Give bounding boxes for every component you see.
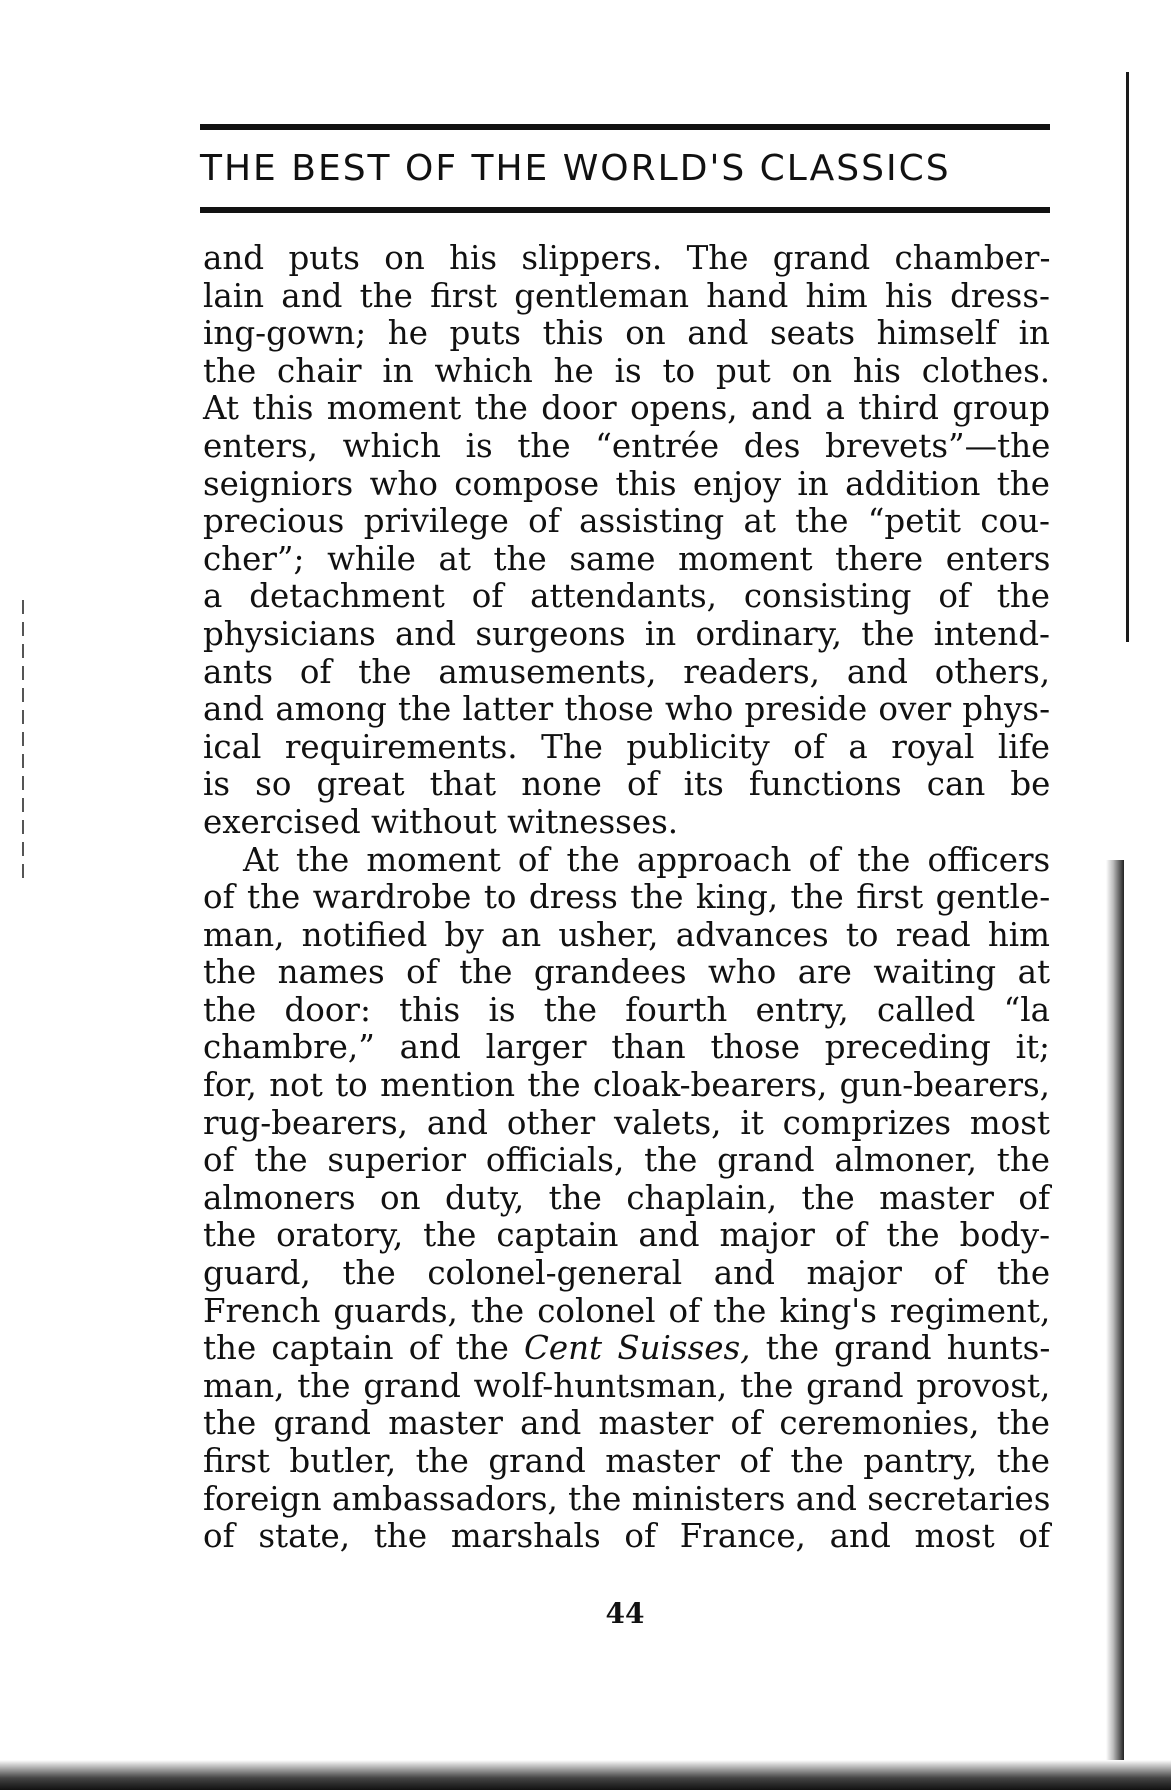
header-top-rule [200,124,1050,130]
text-line: for, not to mention the cloak-bearers, gun-bearers, [203,1066,1050,1105]
text-line: the door: this is the fourth entry, called “la [203,990,1050,1029]
scan-left-marks [22,600,24,880]
paragraph-start-line: At the moment of the approach of the officers [243,840,1051,879]
text-line: and among the latter those who preside over phys- [203,690,1051,729]
text-line: At this moment the door opens, and a third group [203,389,1050,428]
text-segment: the captain of the [203,1329,525,1368]
text-line: the chair in which he is to put on his clothes. [203,351,1051,390]
body-text [203,240,1050,1556]
text-line: foreign ambassadors, the ministers and secretaries [203,1479,1051,1518]
scan-page-edge [1106,860,1124,1790]
text-line: of state, the marshals of France, and most of [203,1517,1050,1556]
header-bottom-rule [200,207,1050,213]
text-line: the names of the grandees who are waiting at [203,953,1051,992]
text-line: lain and the first gentleman hand him his dress- [203,276,1050,315]
text-line: a detachment of attendants, consisting of the [203,577,1050,616]
text-line: enters, which is the “entrée des brevets”—the [203,426,1051,465]
text-line: precious privilege of assisting at the “petit cou- [203,502,1050,541]
scan-bottom-edge [0,1760,1171,1790]
text-line: ing-gown; he puts this on and seats himself in [203,314,1050,353]
text-line-with-italic [203,1330,1050,1368]
text-line: cher”; while at the same moment there enters [203,539,1051,578]
text-line: and puts on his slippers. The grand chamber- [203,239,1051,277]
text-line: man, notified by an usher, advances to read him [203,915,1050,954]
text-line: chambre,” and larger than those preceding it; [203,1028,1050,1067]
page-number: 44 [605,1597,645,1630]
text-line: of the wardrobe to dress the king, the first gentle- [203,878,1051,917]
italic-phrase: Cent Suisses, [524,1329,751,1368]
paragraph-end-line: exercised without witnesses. [203,802,679,841]
text-line: almoners on duty, the chaplain, the master of [203,1178,1051,1217]
text-line: is so great that none of its functions can be [203,765,1051,804]
text-segment: the grand hunts- [750,1329,1051,1368]
text-line: of the superior officials, the grand almoner, the [203,1141,1050,1180]
text-line: the oratory, the captain and major of the body- [203,1216,1051,1255]
text-line: first butler, the grand master of the pantry, the [203,1442,1050,1480]
text-line: physicians and surgeons in ordinary, the intend- [203,614,1050,653]
text-line: the grand master and master of ceremonies, the [203,1404,1050,1443]
text-line: ants of the amusements, readers, and others, [203,652,1051,691]
scan-binding-shadow [1126,72,1129,642]
text-line: ical requirements. The publicity of a royal life [203,727,1050,766]
text-line: French guards, the colonel of the king's regiment, [203,1291,1051,1330]
text-line: guard, the colonel-general and major of the [203,1254,1051,1293]
text-line: seigniors who compose this enjoy in addition the [203,464,1050,503]
text-line: man, the grand wolf-huntsman, the grand provost, [203,1366,1051,1405]
running-head: THE BEST OF THE WORLD'S CLASSICS [200,148,951,189]
text-line: rug-bearers, and other valets, it comprizes most [203,1103,1050,1142]
